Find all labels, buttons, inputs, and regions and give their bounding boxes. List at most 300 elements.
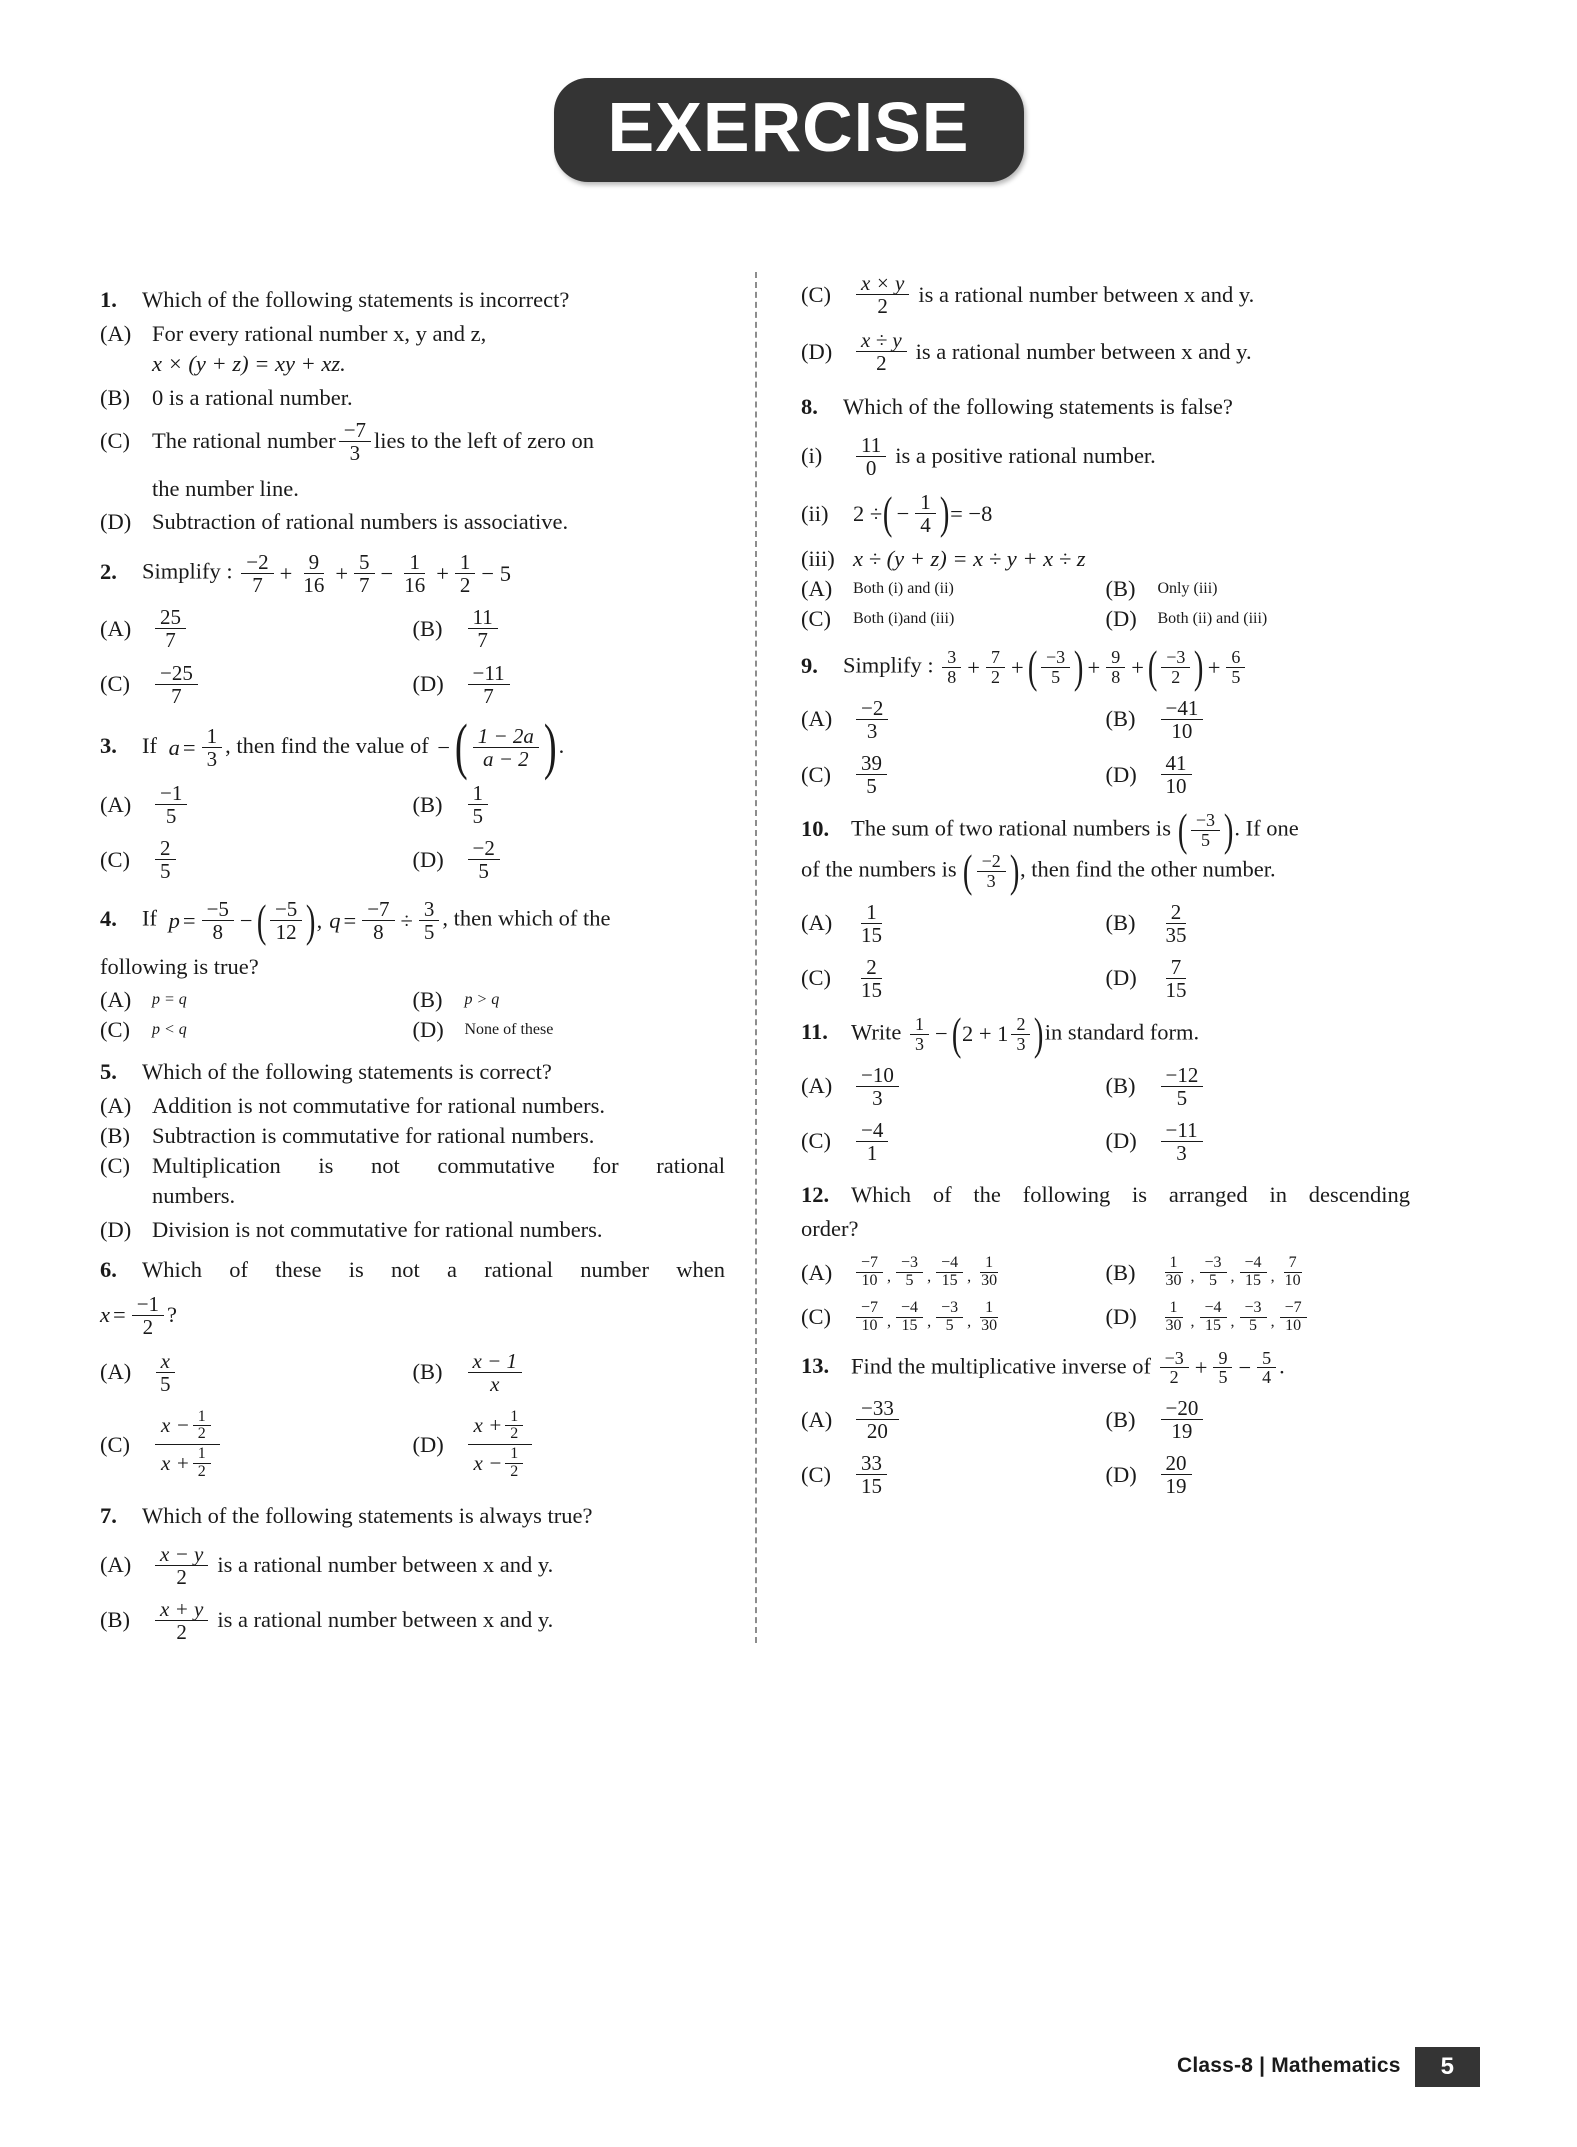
- q2-option-b[interactable]: [413, 606, 726, 651]
- question-4-expression: [163, 894, 443, 946]
- fraction-numerator: 1: [1165, 1300, 1183, 1318]
- question-7: [100, 1499, 725, 1533]
- q9-option-d-fraction: [1161, 752, 1192, 797]
- fraction-denominator: 2: [176, 1564, 187, 1589]
- question-4-number: 4.: [100, 906, 117, 932]
- q10-option-b[interactable]: [1106, 901, 1411, 946]
- q7-option-b[interactable]: [100, 1598, 725, 1643]
- question-6-text: Which of these is not a rational number when: [142, 1256, 725, 1282]
- q10-option-d[interactable]: [1106, 956, 1411, 1001]
- q2-option-c-fraction: [155, 662, 198, 707]
- operator: +: [279, 561, 293, 587]
- question-11-pre: Write: [851, 1019, 902, 1045]
- question-6-expression-line: [100, 1293, 725, 1338]
- fraction-denominator: 7: [483, 683, 494, 708]
- complex-numerator: [468, 1409, 533, 1446]
- q12-option-d-list: [1158, 1300, 1310, 1335]
- fraction-denominator: 2: [510, 1425, 519, 1443]
- fraction-numerator: 1: [505, 1446, 523, 1464]
- fraction: [856, 1300, 883, 1335]
- page-footer: [1177, 2047, 1480, 2087]
- q9-option-d[interactable]: [1106, 752, 1411, 797]
- question-13-end: .: [1279, 1353, 1285, 1379]
- fraction-numerator: −11: [468, 662, 510, 685]
- q9-option-b[interactable]: [1106, 697, 1411, 742]
- fraction-numerator: −12: [1161, 1064, 1204, 1087]
- fraction-denominator: 8: [212, 920, 223, 945]
- fraction-numerator: −3: [1240, 1300, 1267, 1318]
- option-label-d: (D): [1105, 606, 1137, 632]
- fraction-numerator: x − y: [155, 1543, 208, 1566]
- q12-options-cd: [801, 1300, 1410, 1335]
- q12-options-ab: [801, 1255, 1410, 1290]
- question-columns: [100, 272, 1490, 1643]
- question-3-end: .: [558, 732, 565, 758]
- fraction-numerator: −4: [936, 1255, 963, 1273]
- question-10-pre: The sum of two rational numbers is: [851, 815, 1171, 841]
- fraction-numerator: −1: [155, 782, 187, 805]
- divide-sign: ÷: [400, 908, 413, 934]
- question-12-text: Which of the following is arranged in descending: [851, 1181, 1410, 1207]
- q12-option-d[interactable]: [1106, 1300, 1411, 1335]
- fraction-denominator: 7: [477, 628, 488, 653]
- q8-statement-ii-pre: 2 ÷: [853, 500, 883, 526]
- q2-options-ab: [100, 606, 725, 651]
- q8-option-a[interactable]: [801, 576, 1106, 602]
- q9-option-a[interactable]: [801, 697, 1106, 742]
- option-label-c: (C): [801, 606, 831, 632]
- q8-option-a-text: Both (i) and (ii): [853, 580, 954, 598]
- q2-option-b-fraction: [468, 606, 498, 651]
- minus-sign: −: [934, 1021, 948, 1047]
- question-11: [801, 1007, 1410, 1059]
- q3-option-a[interactable]: [100, 782, 413, 827]
- fraction-numerator: −3: [1160, 1349, 1189, 1369]
- q4-option-d[interactable]: [413, 1017, 726, 1043]
- q7-option-c-fraction: [856, 272, 909, 317]
- q11-option-c-fraction: [856, 1119, 888, 1164]
- q11-option-d-fraction: [1161, 1119, 1203, 1164]
- comma: ,: [1270, 1267, 1275, 1285]
- fraction-denominator: 3: [872, 1085, 883, 1110]
- fraction: [976, 1255, 1002, 1290]
- option-label-d: (D): [801, 338, 833, 364]
- q4-option-c[interactable]: [100, 1017, 413, 1043]
- q6-option-c[interactable]: [100, 1409, 413, 1481]
- option-label-b: (B): [1105, 576, 1136, 602]
- fraction: [896, 1300, 923, 1335]
- q11-option-b[interactable]: [1106, 1064, 1411, 1109]
- fraction-denominator: 8: [1111, 667, 1121, 688]
- comma: ,: [887, 1312, 892, 1330]
- fraction-denominator: 8: [947, 667, 957, 688]
- fraction: [1191, 811, 1220, 850]
- fraction-numerator: 7: [1284, 1255, 1302, 1273]
- q7-option-a[interactable]: [100, 1543, 725, 1588]
- question-3-body: [142, 712, 725, 781]
- fraction-denominator: 20: [866, 1419, 888, 1444]
- fraction-denominator: 2: [877, 294, 888, 319]
- q8-statement-ii-body: [853, 487, 1410, 539]
- equals: =: [182, 734, 196, 760]
- question-4: [100, 894, 725, 946]
- question-11-number: 11.: [801, 1019, 828, 1045]
- fraction-denominator: 5: [1218, 1367, 1228, 1388]
- q1-option-c[interactable]: [100, 419, 725, 464]
- q8-option-d-text: Both (ii) and (iii): [1157, 610, 1268, 628]
- option-label-c: (C): [801, 1304, 831, 1330]
- q12-option-b[interactable]: [1106, 1255, 1411, 1290]
- fraction-numerator: 5: [1257, 1349, 1276, 1369]
- q8-options-cd: [801, 606, 1410, 632]
- q3-option-d[interactable]: [413, 837, 726, 882]
- paren-open: (: [951, 1007, 962, 1059]
- option-label-a: (A): [100, 791, 132, 817]
- fraction: [202, 725, 223, 770]
- q2-option-a[interactable]: [100, 606, 413, 651]
- q2-option-c[interactable]: [100, 662, 413, 707]
- option-label-d: (D): [1105, 965, 1137, 991]
- operator-plus: +: [1194, 1355, 1208, 1381]
- q1-option-c-body: [152, 419, 725, 464]
- q5-option-b-text: Subtraction is commutative for rational numbers.: [152, 1123, 595, 1148]
- q4-option-c-text: p < q: [152, 1021, 187, 1039]
- fraction: [1200, 1255, 1227, 1290]
- fraction-numerator: −3: [896, 1255, 923, 1273]
- question-13-body: [851, 1349, 1410, 1388]
- fraction-numerator: 7: [986, 648, 1005, 668]
- fraction-numerator: −4: [1200, 1300, 1227, 1318]
- paren-close: ): [1009, 844, 1020, 896]
- q1-option-c-post: lies to the left of zero on: [374, 428, 594, 454]
- question-5-number: 5.: [100, 1059, 117, 1085]
- operator-minus: −: [1238, 1355, 1252, 1381]
- question-12-line2: order?: [801, 1215, 859, 1241]
- option-label-b: (B): [1105, 910, 1136, 936]
- q8-option-b[interactable]: [1106, 576, 1411, 602]
- fraction-denominator: 5: [1176, 1085, 1188, 1110]
- fraction-numerator: x × y: [856, 272, 909, 295]
- q10-option-d-fraction: [1161, 956, 1192, 1001]
- q4-option-a[interactable]: [100, 987, 413, 1013]
- q13-option-b-fraction: [1161, 1397, 1204, 1442]
- exercise-banner-wrap: [0, 78, 1577, 182]
- q5-option-d[interactable]: [100, 1217, 725, 1243]
- minus-sign: −: [437, 734, 451, 760]
- operator: +: [436, 561, 449, 587]
- q8-option-d[interactable]: [1106, 606, 1411, 632]
- q2-option-d[interactable]: [413, 662, 726, 707]
- fraction-denominator: 15: [941, 1272, 958, 1290]
- fraction-denominator: 15: [861, 922, 882, 947]
- q13-options-cd: [801, 1452, 1410, 1497]
- fraction-numerator: 1: [1165, 1255, 1183, 1273]
- question-6-number: 6.: [100, 1256, 117, 1282]
- q9-options-cd: [801, 752, 1410, 797]
- variable-q: q: [329, 908, 341, 934]
- q1-option-d[interactable]: [100, 509, 725, 535]
- q11-option-c[interactable]: [801, 1119, 1106, 1164]
- comma: ,: [1230, 1267, 1235, 1285]
- q5-option-a[interactable]: [100, 1093, 725, 1119]
- q13-option-c[interactable]: [801, 1452, 1106, 1497]
- option-label-d: (D): [100, 1216, 132, 1242]
- fraction-denominator: 16: [303, 573, 325, 598]
- fraction-numerator: 1: [202, 725, 223, 748]
- fraction-numerator: −10: [856, 1064, 899, 1087]
- q10-options-ab: [801, 901, 1410, 946]
- statement-label-i: (i): [801, 443, 823, 469]
- option-label-b: (B): [1105, 1406, 1136, 1432]
- fraction-numerator: 1: [455, 551, 476, 574]
- q10-option-a[interactable]: [801, 901, 1106, 946]
- q8-statement-i-body: [853, 434, 1410, 479]
- paren-close: ): [306, 894, 316, 946]
- fraction-denominator: 30: [1165, 1272, 1182, 1290]
- operator-plus: +: [1010, 654, 1024, 680]
- q4-option-b[interactable]: [413, 987, 726, 1013]
- fraction-numerator: −7: [1280, 1300, 1307, 1318]
- q6-option-a[interactable]: [100, 1350, 413, 1395]
- fraction: [419, 898, 440, 943]
- paren-close: ): [1223, 804, 1234, 856]
- q5-option-c[interactable]: [100, 1153, 725, 1179]
- fraction-numerator: −11: [1161, 1119, 1203, 1142]
- q6-option-d-complex-fraction: [468, 1409, 533, 1481]
- fraction-denominator: 2: [197, 1425, 206, 1443]
- question-7-number: 7.: [100, 1502, 117, 1528]
- q4-option-b-text: p > q: [464, 991, 500, 1009]
- question-10-line2: [801, 844, 1410, 896]
- question-5: [100, 1055, 725, 1089]
- option-label-a: (A): [100, 987, 132, 1013]
- question-13: [801, 1349, 1410, 1388]
- fraction-numerator: −4: [896, 1300, 923, 1318]
- fraction-numerator: 1: [505, 1409, 523, 1427]
- fraction: [399, 551, 430, 596]
- option-label-d: (D): [1105, 1128, 1137, 1154]
- fraction-numerator: −3: [1161, 648, 1190, 668]
- fraction-numerator: −20: [1161, 1397, 1204, 1420]
- q8-statement-iii-text: x ÷ (y + z) = x ÷ y + x ÷ z: [853, 546, 1086, 572]
- fraction-denominator: 5: [1051, 667, 1061, 688]
- complex-denominator: [468, 1445, 533, 1481]
- question-1-number: 1.: [100, 287, 117, 312]
- q2-options-cd: [100, 662, 725, 707]
- q1-option-c-fraction: [339, 419, 371, 464]
- q9-option-c[interactable]: [801, 752, 1106, 797]
- option-label-a: (A): [801, 706, 833, 732]
- operator-plus: +: [1207, 654, 1221, 680]
- question-10-one: [962, 844, 1020, 896]
- equals: =: [182, 908, 196, 934]
- exercise-banner: EXERCISE: [554, 78, 1024, 182]
- option-label-a: (A): [100, 1359, 132, 1385]
- fraction: [1106, 648, 1125, 687]
- q8-option-c[interactable]: [801, 606, 1106, 632]
- q1-option-b-text: 0 is a rational number.: [152, 384, 353, 410]
- fraction-denominator: 15: [861, 977, 882, 1002]
- option-label-b: (B): [412, 615, 443, 641]
- q1-option-a[interactable]: [100, 321, 725, 347]
- option-label-a: (A): [100, 1552, 132, 1578]
- fraction: [132, 1293, 164, 1338]
- comma: ,: [887, 1267, 892, 1285]
- fraction-numerator: 1: [980, 1300, 998, 1318]
- fraction-numerator: −7: [339, 419, 371, 442]
- q3-option-c[interactable]: [100, 837, 413, 882]
- q8-statement-ii-fraction: [915, 491, 936, 536]
- option-label-d: (D): [412, 846, 444, 872]
- q1-option-c-pre: The rational number: [152, 428, 336, 454]
- question-mark: ?: [167, 1302, 178, 1328]
- q8-statement-i: [801, 434, 1410, 479]
- fraction-numerator: −4: [1240, 1255, 1267, 1273]
- question-8-text: Which of the following statements is false?: [843, 394, 1233, 420]
- left-column: [100, 272, 755, 1643]
- option-label-b: (B): [412, 987, 443, 1013]
- fraction-denominator: 35: [1165, 922, 1187, 947]
- fraction-denominator: 5: [905, 1272, 914, 1290]
- fraction-denominator: 2: [876, 351, 887, 376]
- q3-options-cd: [100, 837, 725, 882]
- fraction-numerator: 11: [856, 434, 886, 457]
- comma: ,: [1270, 1312, 1275, 1330]
- option-label-b: (B): [100, 1607, 130, 1633]
- paren-open: (: [1177, 804, 1187, 856]
- fraction-denominator: 5: [472, 804, 483, 829]
- question-2: [100, 551, 725, 596]
- fraction-numerator: −7: [856, 1300, 883, 1318]
- question-10-line2-post: , then find the other number.: [1020, 856, 1276, 882]
- q11-options-ab: [801, 1064, 1410, 1109]
- fraction-denominator: 16: [404, 573, 426, 598]
- fraction-numerator: 2: [1166, 901, 1187, 924]
- option-label-a: (A): [801, 1073, 833, 1099]
- q5-option-b[interactable]: [100, 1123, 725, 1149]
- fraction-numerator: −3: [1200, 1255, 1227, 1273]
- question-2-number: 2.: [100, 559, 117, 585]
- complex-numerator: [155, 1409, 220, 1446]
- fraction-denominator: 4: [1262, 1367, 1272, 1388]
- q4-option-a-text: p = q: [152, 991, 187, 1009]
- q13-option-d[interactable]: [1106, 1452, 1411, 1497]
- fraction-numerator: x: [156, 1350, 175, 1373]
- fraction: [896, 1255, 923, 1290]
- operator-plus: +: [1131, 654, 1144, 680]
- option-label-b: (B): [1105, 706, 1136, 732]
- option-label-d: (D): [100, 509, 132, 535]
- q4-options-ab: [100, 987, 725, 1013]
- fraction: [270, 898, 302, 943]
- fraction-denominator: 0: [865, 455, 877, 480]
- option-label-b: (B): [100, 384, 130, 410]
- fraction: [986, 648, 1005, 687]
- fraction-denominator: 19: [1165, 1474, 1187, 1499]
- q10-option-c-fraction: [856, 956, 887, 1001]
- q1-option-b[interactable]: [100, 385, 725, 411]
- q5-option-c-line2: numbers.: [152, 1183, 236, 1208]
- q7-option-c[interactable]: [801, 272, 1410, 317]
- fraction-numerator: −5: [270, 898, 302, 921]
- operator: − 5: [481, 561, 511, 587]
- fraction-numerator: 9: [1213, 1349, 1232, 1369]
- q13-option-b[interactable]: [1106, 1397, 1411, 1442]
- fraction-numerator: −2: [468, 837, 500, 860]
- q11-option-a[interactable]: [801, 1064, 1106, 1109]
- option-label-c: (C): [801, 761, 831, 787]
- fraction-numerator: −2: [977, 852, 1006, 872]
- q11-option-a-fraction: [856, 1064, 899, 1109]
- fraction-denominator: a − 2: [483, 746, 529, 771]
- q6-option-d[interactable]: [413, 1409, 726, 1481]
- q7-option-d[interactable]: [801, 329, 1410, 374]
- q6-option-b[interactable]: [413, 1350, 726, 1395]
- fraction-numerator: 5: [354, 551, 375, 574]
- fraction-numerator: −4: [856, 1119, 888, 1142]
- fraction-numerator: −1: [132, 1293, 164, 1316]
- q6-option-a-fraction: [155, 1350, 176, 1395]
- fraction: [1213, 1349, 1232, 1388]
- q8-statement-ii-tail: = −8: [950, 500, 993, 526]
- q10-option-c[interactable]: [801, 956, 1106, 1001]
- paren-open: (: [963, 844, 973, 896]
- q12-option-a[interactable]: [801, 1255, 1106, 1290]
- question-9-expression: [939, 641, 1248, 693]
- fraction-denominator: 15: [1165, 977, 1187, 1002]
- paren-open: (: [455, 712, 468, 781]
- q6-option-b-fraction: [468, 1350, 523, 1395]
- q13-option-a[interactable]: [801, 1397, 1106, 1442]
- question-10-sum: [1177, 804, 1235, 856]
- q11-option-d[interactable]: [1106, 1119, 1411, 1164]
- q3-option-a-fraction: [155, 782, 187, 827]
- q3-option-b-fraction: [468, 782, 489, 827]
- variable-p: p: [168, 908, 180, 934]
- fraction: [1200, 1300, 1227, 1335]
- fraction-denominator: 3: [1176, 1140, 1187, 1165]
- fraction-denominator: 5: [1200, 829, 1210, 850]
- q12-option-b-list: [1158, 1255, 1309, 1290]
- footer-label: Class-8 | Mathematics: [1176, 2054, 1401, 2077]
- question-9-body: [843, 641, 1410, 693]
- paren-open: (: [883, 487, 893, 539]
- fraction-denominator: 2: [990, 667, 1000, 688]
- fraction-denominator: 15: [901, 1316, 918, 1334]
- denominator-term: x +: [161, 1451, 190, 1476]
- option-label-d: (D): [412, 671, 444, 697]
- fraction-numerator: 3: [419, 898, 440, 921]
- q3-option-b[interactable]: [413, 782, 726, 827]
- q7-option-b-tail: is a rational number between x and y.: [217, 1607, 554, 1633]
- fraction-numerator: −5: [202, 898, 234, 921]
- fraction-denominator: 30: [981, 1316, 998, 1334]
- q7-option-d-tail: is a rational number between x and y.: [915, 338, 1252, 364]
- equals: =: [113, 1302, 126, 1328]
- fraction-denominator: 5: [165, 804, 177, 829]
- q7-option-b-body: [152, 1598, 725, 1643]
- question-1: [100, 283, 725, 317]
- fraction: [241, 551, 273, 596]
- fraction-denominator: 8: [373, 920, 384, 945]
- q12-option-c[interactable]: [801, 1300, 1106, 1335]
- q7-option-d-body: [853, 329, 1410, 374]
- option-label-a: (A): [100, 615, 132, 641]
- equals: =: [343, 908, 357, 934]
- fraction: [1011, 1015, 1030, 1054]
- question-3-expression: [163, 725, 225, 770]
- fraction-denominator: 5: [1249, 1316, 1258, 1334]
